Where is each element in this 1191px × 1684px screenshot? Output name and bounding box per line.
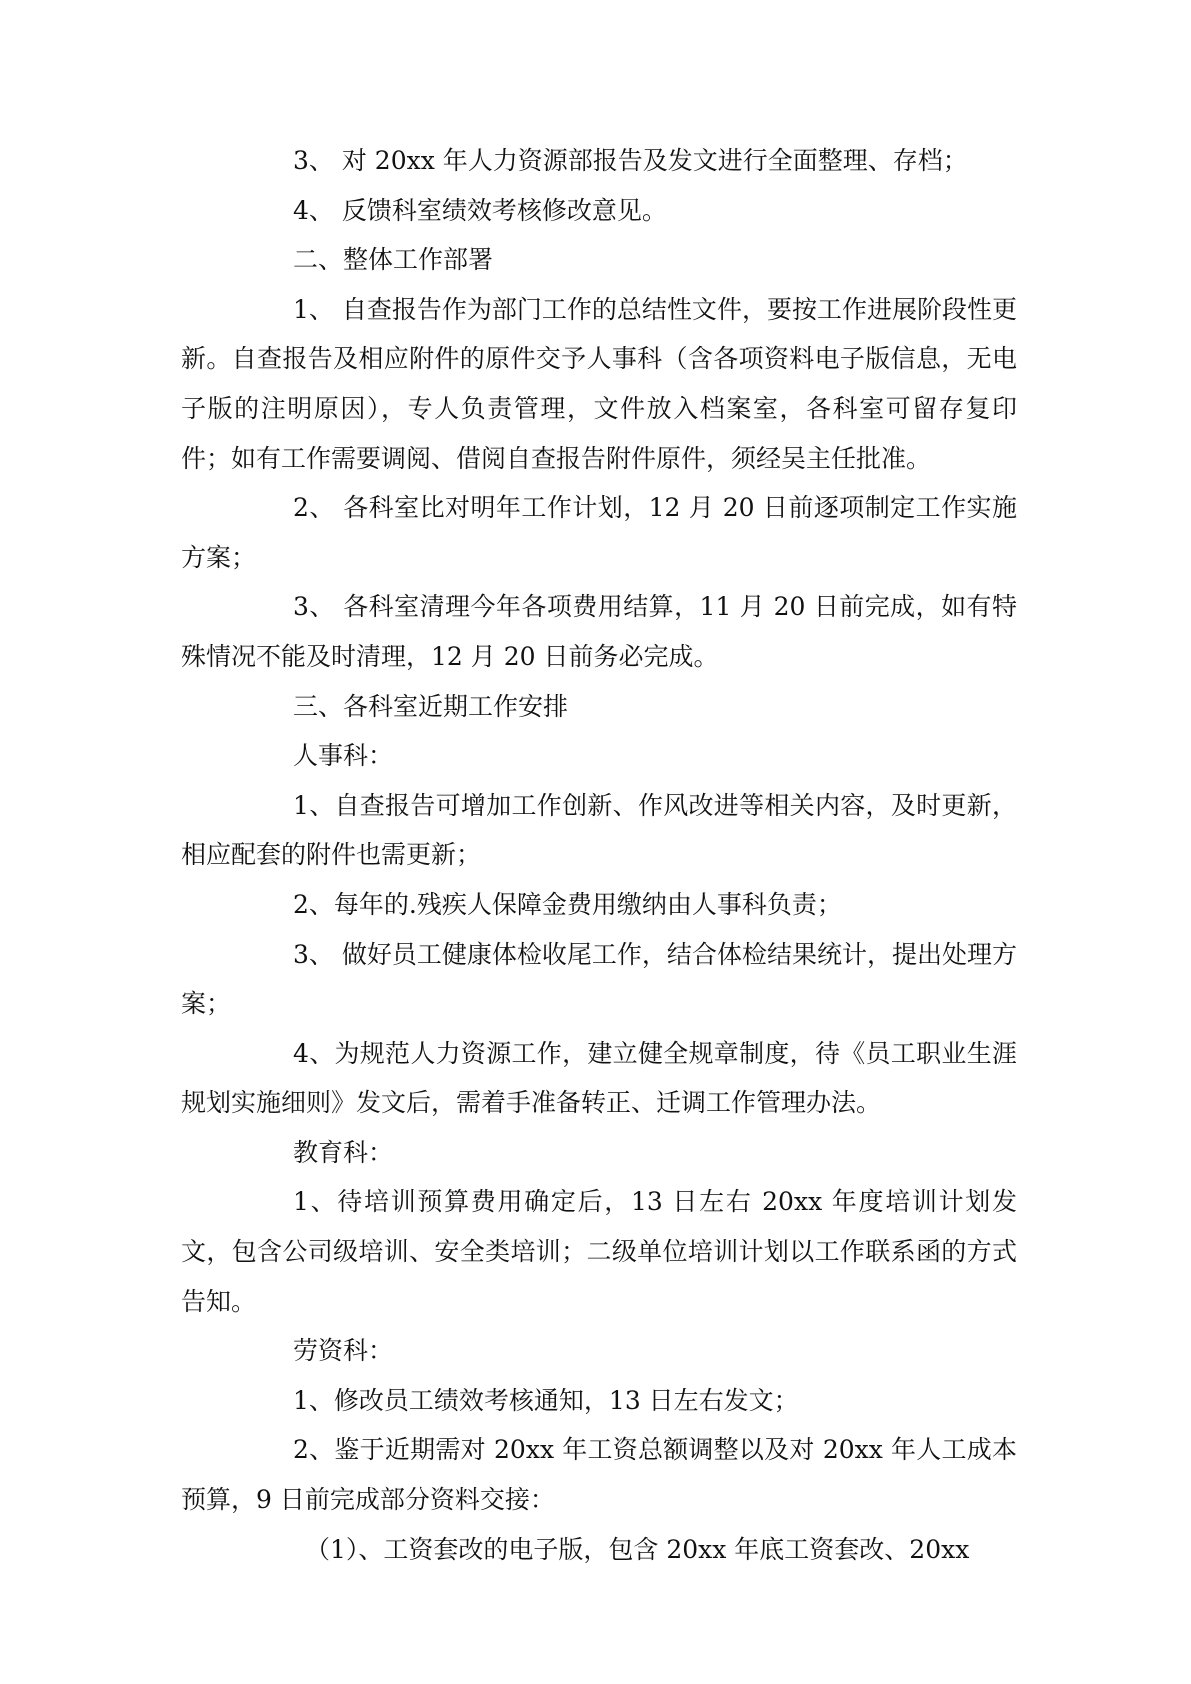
paragraph-personnel-2: 2、每年的.残疾人保障金费用缴纳由人事科负责；: [293, 889, 842, 919]
document-body: [181, 136, 1017, 1574]
paragraph-expense-settlement: 3、 各科室清理今年各项费用结算，11 月 20 日前完成，如有特殊情况不能及时清理，12 月 20 日前务必完成。: [181, 592, 1017, 671]
paragraph-labor-2-item-1: （1）、工资套改的电子版，包含 20xx 年底工资套改、20xx: [305, 1534, 970, 1564]
subsection-labor-wages: 劳资科：: [293, 1336, 394, 1366]
paragraph-item-3-archive: 3、 对 20xx 年人力资源部报告及发文进行全面整理、存档；: [293, 146, 968, 175]
subsection-personnel: 人事科：: [293, 741, 394, 771]
paragraph-personnel-3: 3、 做好员工健康体检收尾工作，结合体检结果统计，提出处理方案；: [181, 939, 1017, 1019]
paragraph-personnel-4: 4、为规范人力资源工作，建立健全规章制度，待《员工职业生涯规划实施细则》发文后，需着手准备转正、迁调工作管理办法。: [181, 1038, 1017, 1118]
section-heading-3: 三、各科室近期工作安排: [293, 691, 569, 721]
paragraph-item-4-feedback: 4、 反馈科室绩效考核修改意见。: [293, 195, 667, 225]
subsection-education: 教育科：: [293, 1137, 394, 1167]
paragraph-labor-2: 2、鉴于近期需对 20xx 年工资总额调整以及对 20xx 年人工成本预算，9 日前完成部分资料交接：: [181, 1435, 1017, 1515]
paragraph-personnel-1: 1、自查报告可增加工作创新、作风改进等相关内容，及时更新，相应配套的附件也需更新；: [181, 790, 1017, 870]
paragraph-self-check-report: 1、 自查报告作为部门工作的总结性文件，要按工作进展阶段性更新。自查报告及相应附件的原件交予人事科（含各项资料电子版信息，无电子版的注明原因），专人负责管理，文件放入档案室，各科室可留存复印件；如有工作需要调阅、借阅自查报告附件原件，须经吴主任批准。: [181, 294, 1017, 473]
paragraph-work-plan: 2、 各科室比对明年工作计划，12 月 20 日前逐项制定工作实施方案；: [181, 493, 1017, 572]
paragraph-education-1: 1、待培训预算费用确定后，13 日左右 20xx 年度培训计划发文，包含公司级培训、安全类培训；二级单位培训计划以工作联系函的方式告知。: [181, 1187, 1017, 1316]
section-heading-2: 二、整体工作部署: [293, 245, 494, 275]
paragraph-labor-1: 1、修改员工绩效考核通知，13 日左右发文；: [293, 1385, 799, 1415]
